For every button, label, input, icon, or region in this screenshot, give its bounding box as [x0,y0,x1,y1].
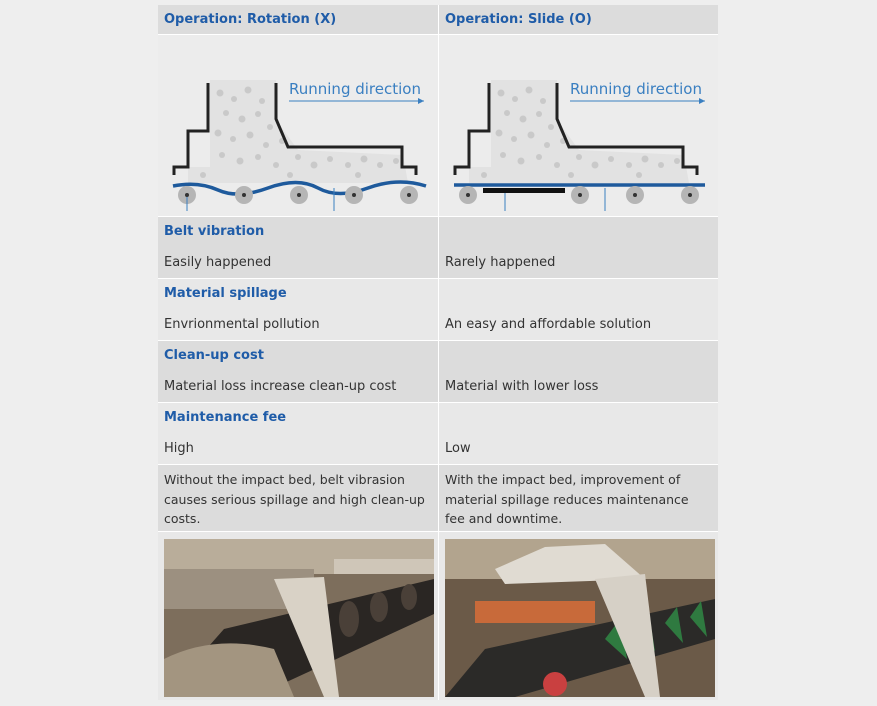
row-label: Maintenance fee [164,410,287,425]
slide-conveyor-photo [445,539,715,697]
row-material-spillage [158,279,718,341]
slide-summary: With the impact bed, improvement of material spillage reduces maintenance fee and downtime. [438,465,718,531]
slide-value: Material with lower loss [445,379,599,394]
rotation-value: High [164,441,194,456]
rotation-diagram-svg [158,35,437,216]
slide-diagram [438,35,718,216]
slide-diagram-svg [439,35,718,216]
slide-value: Low [445,441,471,456]
summary-row [158,465,718,532]
rotation-diagram [158,35,438,216]
row-label: Material spillage [164,286,287,301]
rotation-value: Easily happened [164,255,272,270]
rotation-value: Material loss increase clean-up cost [164,379,397,394]
header-rotation: Operation: Rotation (X) [164,12,337,27]
running-direction-label: Running direction [570,80,702,98]
rotation-summary: Without the impact bed, belt vibrasion causes serious spillage and high clean-up costs. [164,472,425,526]
chute-left-wall [455,83,489,175]
row-maintenance-fee [158,403,718,465]
slide-value: An easy and affordable solution [445,317,652,332]
chute-left-wall [174,83,208,175]
row-label: Belt vibration [164,224,265,239]
row-label: Clean-up cost [164,348,264,363]
header-slide: Operation: Slide (O) [438,5,718,34]
comparison-table [158,5,718,700]
running-direction-label: Running direction [289,80,421,98]
diagram-row [158,35,718,217]
impact-bed [483,188,565,193]
slide-value: Rarely happened [445,255,556,270]
photo-row [158,532,718,700]
rotation-conveyor-photo [164,539,434,697]
row-belt-vibration [158,217,718,279]
row-clean-up-cost [158,341,718,403]
rotation-value: Envrionmental pollution [164,317,320,332]
header-row [158,5,718,35]
